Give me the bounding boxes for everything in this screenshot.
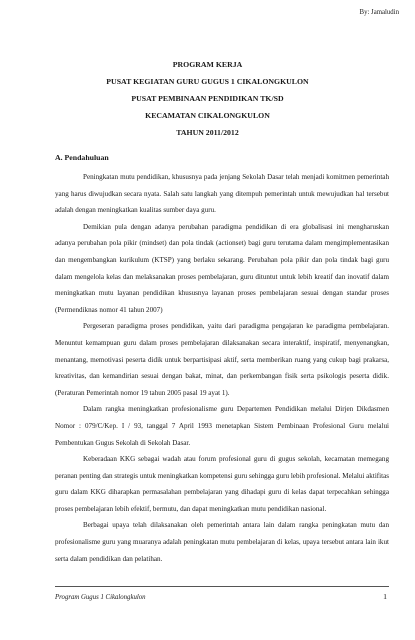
header-author: By: Jamaludin [359,9,399,16]
footer-divider [55,586,389,587]
title-line: PUSAT PEMBINAAN PENDIDIKAN TK/SD [131,94,284,103]
title-line: PROGRAM KERJA [172,60,243,69]
paragraph: Pergeseran paradigma proses pendidikan, yaitu dari paradigma pengajaran ke paradigma pembelajaran. Menuntut kemampuan guru dalam proses pembelajaran dilaksanakan secara interaktif, inspiratif, menyenangkan, menantang, memotivasi peserta didik untuk berpartisipasi aktif, serta memberikan ruang yang cukup bagi prakarsa, kreativitas, dan kemandirian sesuai dengan bakat, minat, dan perkembangan fisik serta psikologis peserta didik. (Peraturan Pemerintah nomor 19 tahun 2005 pasal 19 ayat 1). [55,322,389,397]
title-line: PUSAT KEGIATAN GURU GUGUS 1 CIKALONGKULON [106,77,309,86]
section-pendahuluan [55,150,389,567]
footer-label: Program Gugus 1 Cikalongkulon [55,594,146,601]
section-heading: A. Pendahuluan [55,153,109,162]
paragraph: Dalam rangka meningkatkan profesionalisme guru Departemen Pendidikan melalui Dirjen Dikdasmen Nomor : 079/C/Kep. I / 93, tanggal 7 April 1993 menetapkan Sistem Pembinaan Profesional Guru melalui Pembentukan Gugus Sekolah di Sekolah Dasar. [55,405,389,447]
page-number: 1 [383,592,387,601]
title-line: TAHUN 2011/2012 [176,128,239,137]
title-block [0,56,415,141]
paragraph: Peningkatan mutu pendidikan, khususnya pada jenjang Sekolah Dasar telah menjadi komitmen pemerintah yang harus diwujudkan secara nyata. Salah satu langkah yang ditempuh pemerintah untuk mewujudkan hal tersebut adalah dengan meningkatkan kualitas sumber daya guru. [55,173,389,215]
paragraph: Berbagai upaya telah dilaksanakan oleh pemerintah antara lain dalam rangka peningkatan mutu dan profesionalisme guru yang muaranya adalah peningkatan mutu pembelajaran di kelas, upaya tersebut antara lain ikut serta dalam pendidikan dan pelatihan. [55,521,389,563]
title-line: KECAMATAN CIKALONGKULON [145,111,270,120]
paragraph: Demikian pula dengan adanya perubahan paradigma pendidikan di era globalisasi ini mengharuskan adanya perubahan pola pikir (mindset) dan pola tindak (actionset) bagi guru terutama dalam mengimplementasikan dan mengembangkan kurikulum (KTSP) yang berlaku sekarang. Perubahan pola pikir dan pola tindak bagi guru dalam mengelola kelas dan melaksanakan proses pembelajaran, guru dituntut untuk lebih kreatif dan inovatif dalam meningkatkan mutu layanan pendidikan khususnya layanan proses pembelajaran sesuai dengan standar proses (Permendiknas nomor 41 tahun 2007) [55,222,389,314]
paragraph: Keberadaan KKG sebagai wadah atau forum profesional guru di gugus sekolah, kecamatan memegang peranan penting dan strategis untuk meningkatkan kompetensi guru sehingga guru lebih profesional. Melalui aktifitas guru dalam KKG diharapkan permasalahan pembelajaran yang dihadapi guru di kelas dapat terpecahkan sehingga proses pembelajaran lebih efektif, bermutu, dan dapat meningkatkan mutu pendidikan nasional. [55,455,389,513]
